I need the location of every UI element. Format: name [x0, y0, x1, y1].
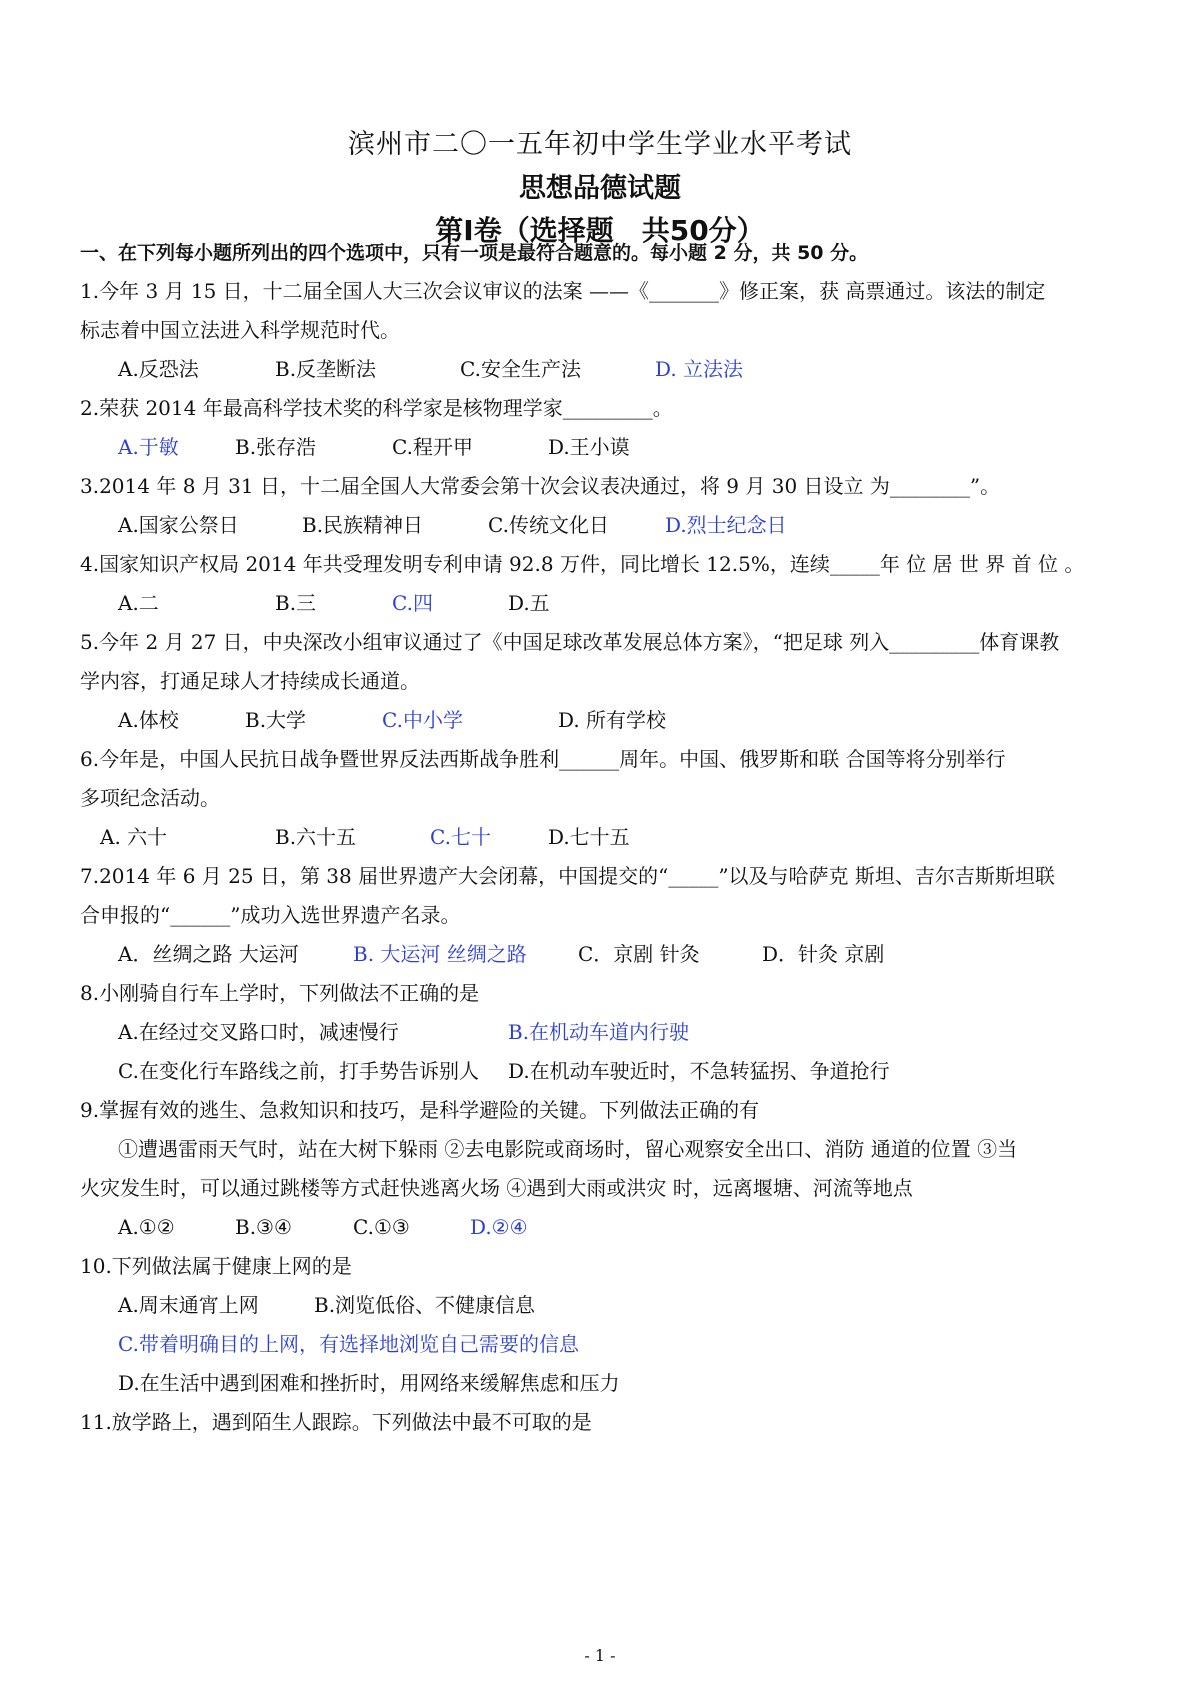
question-7-stem-cont: 合申报的“______”成功入选世界遗产名录。	[80, 903, 461, 927]
question-3-option-c: C.传统文化日	[488, 513, 609, 537]
question-7-option-a: A．丝绸之路 大运河	[118, 942, 299, 966]
question-2-stem: 2.荣获 2014 年最高科学技术奖的科学家是核物理学家_________。	[80, 396, 673, 420]
question-8-option-c: C.在变化行车路线之前，打手势告诉别人	[118, 1059, 479, 1083]
question-3-stem: 3.2014 年 8 月 31 日，十二届全国人大常委会第十次会议表决通过，将 9 月 30 日设立 为________”。	[80, 474, 1001, 498]
question-7-option-c: C．京剧 针灸	[578, 942, 700, 966]
question-2-option-c: C.程开甲	[392, 435, 473, 459]
question-8-option-d: D.在机动车驶近时，不急转猛拐、争道抢行	[508, 1059, 890, 1083]
question-2-option-a-answer: A.于敏	[118, 435, 179, 459]
question-5-stem-cont: 学内容，打通足球人才持续成长通道。	[80, 669, 420, 693]
question-9-option-c: C.①③	[353, 1215, 410, 1239]
question-5-option-c-answer: C.中小学	[382, 708, 463, 732]
question-1-option-d-answer: D. 立法法	[655, 357, 744, 381]
question-11-stem: 11.放学路上，遇到陌生人跟踪。下列做法中最不可取的是	[80, 1410, 592, 1434]
question-6-option-c-answer: C.七十	[430, 825, 491, 849]
question-5-option-b: B.大学	[245, 708, 307, 732]
question-2-option-b: B.张存浩	[235, 435, 317, 459]
question-3-option-d-answer: D.烈士纪念日	[665, 513, 787, 537]
question-6-stem-cont: 多项纪念活动。	[80, 786, 220, 810]
question-4-option-d: D.五	[508, 591, 550, 615]
page-number: - 1 -	[584, 1646, 616, 1665]
question-10-stem: 10.下列做法属于健康上网的是	[80, 1254, 352, 1278]
question-7-option-d: D．针灸 京剧	[762, 942, 885, 966]
question-10-option-d: D.在生活中遇到困难和挫折时，用网络来缓解焦虑和压力	[118, 1371, 620, 1395]
question-4-option-b: B.三	[275, 591, 317, 615]
question-5-stem: 5.今年 2 月 27 日，中央深改小组审议通过了《中国足球改革发展总体方案》，“把足球 列入_________体育课教	[80, 630, 1060, 654]
question-9-option-b: B.③④	[235, 1215, 292, 1239]
question-4-stem: 4.国家知识产权局 2014 年共受理发明专利申请 92.8 万件，同比增长 12.5%，连续_____年 位 居 世 界 首 位 。	[80, 552, 1085, 576]
question-10-option-a: A.周末通宵上网	[118, 1293, 259, 1317]
question-6-option-a: A. 六十	[100, 825, 168, 849]
question-10-option-b: B.浏览低俗、不健康信息	[314, 1293, 536, 1317]
question-6-stem: 6.今年是，中国人民抗日战争暨世界反法西斯战争胜利______周年。中国、俄罗斯和联 合国等将分别举行	[80, 747, 1006, 771]
part-title: 第Ⅰ卷（选择题 共50分）	[435, 214, 765, 247]
question-1-option-b: B.反垄断法	[275, 357, 377, 381]
question-1-option-a: A.反恐法	[118, 357, 199, 381]
question-3-option-a: A.国家公祭日	[118, 513, 239, 537]
question-9-option-a: A.①②	[118, 1215, 175, 1239]
question-5-option-d: D. 所有学校	[558, 708, 667, 732]
question-7-option-b-answer: B. 大运河 丝绸之路	[353, 942, 527, 966]
question-1-option-c: C.安全生产法	[460, 357, 581, 381]
question-7-stem: 7.2014 年 6 月 25 日，第 38 届世界遗产大会闭幕，中国提交的“_____”以及与哈萨克 斯坦、吉尔吉斯斯坦联	[80, 864, 1055, 888]
section-instructions: 一、在下列每小题所列出的四个选项中，只有一项是最符合题意的。每小题 2 分，共 50 分。	[80, 242, 869, 264]
question-8-option-b-answer: B.在机动车道内行驶	[508, 1020, 690, 1044]
question-1-stem: 1.今年 3 月 15 日，十二届全国人大三次会议审议的法案 ——《_______》修正案，获 高票通过。该法的制定	[80, 279, 1046, 303]
question-5-option-a: A.体校	[118, 708, 179, 732]
question-4-option-c-answer: C.四	[392, 591, 433, 615]
question-9-statements-cont: 火灾发生时，可以通过跳楼等方式赶快逃离火场 ④遇到大雨或洪灾 时，远离堰塘、河流等地点	[80, 1176, 913, 1200]
question-8-option-a: A.在经过交叉路口时，减速慢行	[118, 1020, 399, 1044]
question-6-option-d: D.七十五	[548, 825, 630, 849]
question-6-option-b: B.六十五	[275, 825, 357, 849]
question-4-option-a: A.二	[118, 591, 159, 615]
question-1-stem-cont: 标志着中国立法进入科学规范时代。	[80, 318, 400, 342]
subject-title: 思想品德试题	[519, 173, 681, 204]
question-2-option-d: D.王小谟	[548, 435, 630, 459]
question-10-option-c-answer: C.带着明确目的上网，有选择地浏览自己需要的信息	[118, 1332, 579, 1356]
question-3-option-b: B.民族精神日	[302, 513, 424, 537]
exam-title: 滨州市二〇一五年初中学生学业水平考试	[348, 129, 852, 160]
question-9-option-d-answer: D.②④	[470, 1215, 528, 1239]
question-9-statements: ①遭遇雷雨天气时，站在大树下躲雨 ②去电影院或商场时，留心观察安全出口、消防 通道的位置 ③当	[118, 1137, 1018, 1161]
question-9-stem: 9.掌握有效的逃生、急救知识和技巧，是科学避险的关键。下列做法正确的有	[80, 1098, 760, 1122]
question-8-stem: 8.小刚骑自行车上学时，下列做法不正确的是	[80, 981, 480, 1005]
